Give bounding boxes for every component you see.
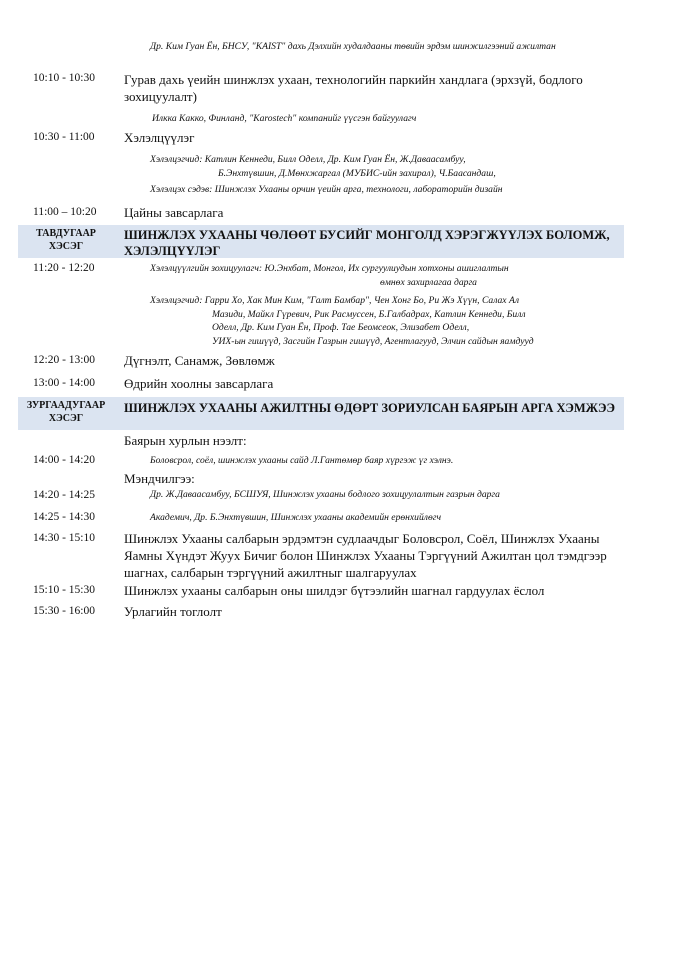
discussion-topic: Хэлэлцэх сэдэв: Шинжлэх Ухааны орчин үеийн арга, технологи, лабораторийн дизайн xyxy=(150,184,503,195)
panelists: Хэлэлцэгчид: Гарри Хо, Хак Мин Ким, "Галт Бамбар", Чен Хонг Бо, Ри Жэ Хүүн, Салах Ал xyxy=(150,295,520,306)
section-title-line: ШИНЖЛЭХ УХААНЫ ЧӨЛӨӨТ БУСИЙГ МОНГОЛД ХЭРЭГЖҮҮЛЭХ БОЛОМЖ, xyxy=(124,228,610,242)
session-title-cont: шагнах, салбарын тэргүүний ажилтныг шалгаруулах xyxy=(124,565,417,580)
speaker-note: Илкка Какко, Финланд, "Karostech" компанийг үүсгэн байгуулагч xyxy=(152,113,417,124)
time-slot: 14:30 - 15:10 xyxy=(33,532,95,544)
session-title: Шинжлэх ухааны салбарын оны шилдэг бүтээлийн шагнал гардуулах ёслол xyxy=(124,583,545,598)
session-title: Шинжлэх Ухааны салбарын эрдэмтэн судлаачдыг Боловсрол, Соёл, Шинжлэх Ухааны xyxy=(124,531,600,546)
speaker-note: Боловсрол, соёл, шинжлэх ухааны сайд Л.Гантөмөр баяр хүргэж үг хэлнэ. xyxy=(150,455,454,466)
session-title: Урлагийн тоглолт xyxy=(124,604,222,619)
session-title-cont: Яамны Хүндэт Жуух Бичиг болон Шинжлэх Ухааны Тэргүүний Ажилтан цол тэмдгээр xyxy=(124,548,607,563)
time-slot: 10:30 - 11:00 xyxy=(33,131,95,143)
panelists-cont: Мазиди, Майкл Гүревич, Рик Расмуссен, Б.Галбадрах, Катлин Кеннеди, Билл xyxy=(212,309,526,320)
session-title: Цайны завсарлага xyxy=(124,205,224,220)
session-title: Хэлэлцүүлэг xyxy=(124,130,195,145)
speaker-note: Др. Ж.Даваасамбуу, БСШУЯ, Шинжлэх ухааны бодлого зохицуулалтын газрын дарга xyxy=(150,489,500,500)
session-title: Гурав дахь үеийн шинжлэх ухаан, технологийн паркийн хандлага (эрхзүй, бодлого xyxy=(124,72,583,87)
section-title-line: ХЭЛЭЛЦҮҮЛЭГ xyxy=(124,244,221,258)
panelists-cont: Оделл, Др. Ким Гуан Ён, Проф. Тае Беомсеок, Элизабет Оделл, xyxy=(212,322,470,333)
section-label-line: ХЭСЭГ xyxy=(48,413,84,424)
section-label xyxy=(18,227,114,253)
subheading: Баярын хурлын нээлт: xyxy=(124,433,247,448)
section-label xyxy=(18,399,114,425)
subheading: Мэндчилгээ: xyxy=(124,471,195,486)
moderator-cont: өмнөх захирлагаа дарга xyxy=(380,277,477,288)
speaker-note: Др. Ким Гуан Ён, БНСУ, "KAIST" дахь Дэлхийн худалдааны төвийн эрдэм шинжилгээний ажилтан xyxy=(150,41,556,52)
session-title: Өдрийн хоолны завсарлага xyxy=(124,376,274,391)
time-slot: 14:25 - 14:30 xyxy=(33,511,95,523)
time-slot: 15:10 - 15:30 xyxy=(33,584,95,596)
section-label-line: ХЭСЭГ xyxy=(48,241,84,252)
session-title-cont: зохицуулалт) xyxy=(124,89,197,104)
section-title: ШИНЖЛЭХ УХААНЫ АЖИЛТНЫ ӨДӨРТ ЗОРИУЛСАН БАЯРЫН АРГА ХЭМЖЭЭ xyxy=(124,401,615,415)
time-slot: 14:20 - 14:25 xyxy=(33,489,95,501)
time-slot: 13:00 - 14:00 xyxy=(33,377,95,389)
section-label-line: ТАВДУГААР xyxy=(36,228,96,239)
session-title: Дүгнэлт, Санамж, Зөвлөмж xyxy=(124,353,275,368)
time-slot: 12:20 - 13:00 xyxy=(33,354,95,366)
panelists-cont: УИХ-ын гишүүд, Засгийн Газрын гишүүд, Агентлагууд, Элчин сайдын яамдууд xyxy=(212,336,534,347)
panelists-cont: Б.Энхтүвшин, Д.Мөнхжаргал (МУБИС-ийн захирал), Ч.Баасандаш, xyxy=(218,168,496,179)
time-slot: 10:10 - 10:30 xyxy=(33,72,95,84)
section-label-line: ЗУРГААДУГААР xyxy=(26,400,106,411)
time-slot: 14:00 - 14:20 xyxy=(33,454,95,466)
time-slot: 15:30 - 16:00 xyxy=(33,605,95,617)
time-slot: 11:20 - 12:20 xyxy=(33,262,95,274)
moderator: Хэлэлцүүлгийн зохицуулагч: Ю.Энхбат, Монгол, Их сургуулиудын хотхоны ашиглалтын xyxy=(150,263,509,274)
speaker-note: Академич, Др. Б.Энхтүвшин, Шинжлэх ухааны академийн ерөнхийлөгч xyxy=(150,512,442,523)
panelists: Хэлэлцэгчид: Катлин Кеннеди, Билл Оделл, Др. Ким Гуан Ён, Ж.Даваасамбуу, xyxy=(150,154,466,165)
time-slot: 11:00 – 10:20 xyxy=(33,206,97,218)
section-title xyxy=(124,227,610,259)
